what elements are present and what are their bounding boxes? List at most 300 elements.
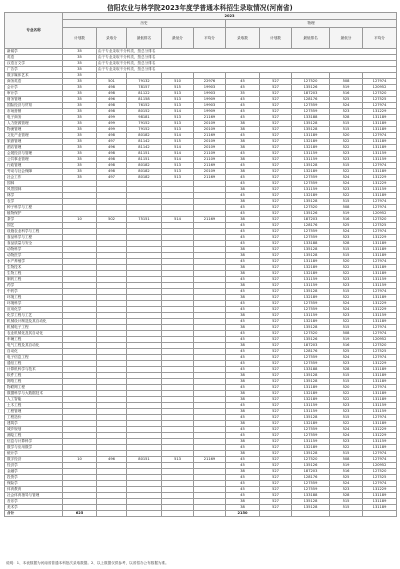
table-cell: 515 <box>330 163 363 169</box>
table-cell: 523 <box>330 157 363 163</box>
table-cell: 524 <box>330 427 363 433</box>
table-cell: 135128 <box>292 289 330 295</box>
table-cell: 21169 <box>194 175 226 181</box>
table-cell: 527 <box>260 151 292 157</box>
major-name: 汉语言文学 <box>5 61 63 67</box>
table-cell: 131189 <box>363 265 397 271</box>
header-group-physics: 物理 <box>226 20 397 28</box>
table-cell: 120952 <box>363 211 397 217</box>
table-cell: 19909 <box>194 97 226 103</box>
table-cell: 22976 <box>194 79 226 85</box>
table-cell: 527 <box>260 109 292 115</box>
column-header: 最低排名 <box>292 28 330 49</box>
table-cell: 127974 <box>363 79 397 85</box>
table-cell: 131189 <box>363 505 397 511</box>
table-cell: 35 <box>63 79 97 85</box>
table-cell: 38 <box>226 439 260 445</box>
table-cell: 20109 <box>194 121 226 127</box>
table-cell: 20109 <box>194 139 226 145</box>
table-cell: 524 <box>330 355 363 361</box>
table-cell: 45 <box>226 445 260 451</box>
table-cell: 187203 <box>292 217 330 223</box>
table-cell: 523 <box>330 361 363 367</box>
table-cell: 525 <box>330 475 363 481</box>
table-cell: 514 <box>162 157 194 163</box>
table-cell: 131159 <box>363 439 397 445</box>
table-cell: 45 <box>226 205 260 211</box>
table-cell: 515 <box>330 505 363 511</box>
table-cell: 502 <box>97 217 127 223</box>
major-name: 制药工程 <box>5 277 63 283</box>
table-cell: 127974 <box>363 457 397 463</box>
major-name: 动物科学 <box>5 247 63 253</box>
table-cell: 135128 <box>292 121 330 127</box>
table-cell: 135128 <box>292 253 330 259</box>
table-cell: 513 <box>162 103 194 109</box>
table-cell: 38 <box>226 217 260 223</box>
table-cell: 45 <box>226 475 260 481</box>
table-cell: 498 <box>97 151 127 157</box>
table-cell: 135128 <box>292 163 330 169</box>
table-cell: 528 <box>330 493 363 499</box>
table-cell: 127974 <box>363 481 397 487</box>
table-cell: 131189 <box>363 445 397 451</box>
table-cell: 127974 <box>363 355 397 361</box>
table-cell: 45 <box>226 367 260 373</box>
table-cell: 19903 <box>194 103 226 109</box>
table-cell: 35 <box>63 55 97 61</box>
table-cell: 38 <box>226 247 260 253</box>
major-name: 设施农业科学与工程 <box>5 229 63 235</box>
table-cell: 127520 <box>363 217 397 223</box>
table-cell: 497 <box>97 139 127 145</box>
table-cell: 508 <box>330 331 363 337</box>
table-cell: 516 <box>330 91 363 97</box>
table-cell: 527 <box>260 487 292 493</box>
table-cell: 135128 <box>292 451 330 457</box>
table-cell: 10 <box>63 457 97 463</box>
table-cell: 35 <box>63 163 97 169</box>
table-cell: 35 <box>63 85 97 91</box>
table-cell: 527 <box>260 355 292 361</box>
table-cell: 131159 <box>363 403 397 409</box>
table-cell: 524 <box>330 103 363 109</box>
major-name: 环境科学 <box>5 301 63 307</box>
table-cell: 131159 <box>292 187 330 193</box>
table-cell: 127525 <box>363 223 397 229</box>
table-cell: 45 <box>226 97 260 103</box>
row-note: 由于专业录取不分科类，按总分排名 <box>97 49 397 55</box>
table-cell: 515 <box>330 451 363 457</box>
table-cell: 38 <box>226 313 260 319</box>
table-cell: 21169 <box>194 217 226 223</box>
table-cell: 38 <box>226 397 260 403</box>
table-cell: 20109 <box>194 127 226 133</box>
major-name: 生物工程 <box>5 271 63 277</box>
table-cell: 522 <box>330 193 363 199</box>
table-cell: 524 <box>330 301 363 307</box>
table-cell: 131229 <box>363 175 397 181</box>
table-cell: 127559 <box>292 487 330 493</box>
table-cell: 524 <box>330 481 363 487</box>
table-cell: 127559 <box>292 433 330 439</box>
major-name: 数据科学与大数据技术 <box>5 391 63 397</box>
table-cell: 98181 <box>127 115 162 121</box>
major-name: 会展经济与管理 <box>5 151 63 157</box>
column-header: 平均分 <box>363 28 397 49</box>
table-cell: 523 <box>330 109 363 115</box>
table-cell: 131189 <box>292 133 330 139</box>
table-cell: 527 <box>260 469 292 475</box>
major-name: 农业机械化及其自动化 <box>5 331 63 337</box>
table-cell: 38 <box>226 343 260 349</box>
table-cell: 527 <box>260 199 292 205</box>
table-cell: 76152 <box>127 103 162 109</box>
table-cell: 127559 <box>292 307 330 313</box>
table-cell: 527 <box>260 115 292 121</box>
table-cell: 38 <box>226 157 260 163</box>
table-cell: 527 <box>260 481 292 487</box>
major-name: 广告学 <box>5 67 63 73</box>
table-cell: 45 <box>226 463 260 469</box>
table-cell: 527 <box>260 175 292 181</box>
table-cell: 523 <box>330 403 363 409</box>
table-cell: 132189 <box>292 295 330 301</box>
table-cell: 38 <box>226 499 260 505</box>
table-cell: 508 <box>330 79 363 85</box>
table-cell: 20109 <box>194 169 226 175</box>
table-cell: 523 <box>330 151 363 157</box>
table-cell: 128176 <box>292 349 330 355</box>
major-name: 电子商务 <box>5 115 63 121</box>
major-name: 茶学 <box>5 217 63 223</box>
table-cell <box>292 511 330 517</box>
table-cell: 131189 <box>363 499 397 505</box>
table-cell: 515 <box>330 415 363 421</box>
table-cell: 498 <box>97 163 127 169</box>
table-cell: 522 <box>330 139 363 145</box>
table-cell: 187203 <box>292 91 330 97</box>
table-cell: 35 <box>63 67 97 73</box>
table-cell: 131189 <box>363 139 397 145</box>
table-cell: 527 <box>260 349 292 355</box>
table-cell: 19903 <box>194 91 226 97</box>
table-cell: 523 <box>330 487 363 493</box>
table-cell: 127974 <box>363 451 397 457</box>
major-name: 财务管理 <box>5 97 63 103</box>
table-cell: 528 <box>330 115 363 121</box>
table-cell: 35 <box>63 121 97 127</box>
table-cell: 514 <box>162 217 194 223</box>
table-cell: 21109 <box>194 151 226 157</box>
table-cell: 527 <box>260 283 292 289</box>
table-cell: 45 <box>226 133 260 139</box>
admission-table <box>4 12 397 517</box>
table-cell: 527 <box>260 97 292 103</box>
table-cell: 127525 <box>363 475 397 481</box>
table-cell: 513 <box>162 457 194 463</box>
major-name: 机械电子工程 <box>5 325 63 331</box>
column-header: 最低分 <box>330 28 363 49</box>
table-cell: 127520 <box>292 205 330 211</box>
table-cell: 516 <box>330 469 363 475</box>
table-cell: 523 <box>330 313 363 319</box>
table-cell: 514 <box>162 151 194 157</box>
table-cell: 21109 <box>194 157 226 163</box>
table-cell: 513 <box>162 127 194 133</box>
table-cell: 513 <box>162 169 194 175</box>
major-name: 工程造价 <box>5 415 63 421</box>
table-cell: 527 <box>260 421 292 427</box>
table-cell: 133188 <box>292 241 330 247</box>
table-cell: 519 <box>330 85 363 91</box>
table-cell: 131189 <box>292 385 330 391</box>
table-cell: 45 <box>226 235 260 241</box>
table-cell: 527 <box>260 169 292 175</box>
column-header: 最低排名 <box>127 28 162 49</box>
major-name: 药学 <box>5 283 63 289</box>
table-cell: 515 <box>330 379 363 385</box>
major-name: 经济学 <box>5 463 63 469</box>
major-name: 中药学 <box>5 289 63 295</box>
table-cell: 519 <box>330 337 363 343</box>
table-cell: 131189 <box>292 259 330 265</box>
table-cell: 497 <box>97 175 127 181</box>
table-cell: 80182 <box>127 169 162 175</box>
table-cell: 527 <box>260 475 292 481</box>
table-cell: 127559 <box>292 181 330 187</box>
major-name: 园艺 <box>5 223 63 229</box>
table-cell: 120952 <box>363 463 397 469</box>
table-cell: 527 <box>260 205 292 211</box>
header-major: 专业名称 <box>5 13 63 49</box>
table-cell: 527 <box>260 499 292 505</box>
table-cell: 524 <box>330 307 363 313</box>
table-cell: 120952 <box>363 337 397 343</box>
table-cell: 127559 <box>292 175 330 181</box>
table-cell: 21169 <box>194 457 226 463</box>
major-name: 化学工程与工艺 <box>5 313 63 319</box>
table-cell: 38 <box>226 187 260 193</box>
table-cell: 135128 <box>292 499 330 505</box>
table-cell: 522 <box>330 421 363 427</box>
column-header: 平均分 <box>194 28 226 49</box>
table-cell: 127974 <box>363 415 397 421</box>
table-cell: 527 <box>260 463 292 469</box>
major-name: 园林 <box>5 181 63 187</box>
table-cell: 45 <box>226 175 260 181</box>
table-cell: 78157 <box>127 85 162 91</box>
table-cell: 131189 <box>363 379 397 385</box>
table-cell: 80182 <box>127 175 162 181</box>
table-cell: 21169 <box>194 133 226 139</box>
table-cell: 45 <box>226 331 260 337</box>
table-cell: 527 <box>260 139 292 145</box>
table-cell: 128176 <box>292 97 330 103</box>
table-cell: 79152 <box>127 127 162 133</box>
table-cell: 131159 <box>363 277 397 283</box>
table-cell: 10 <box>63 217 97 223</box>
table-cell: 38 <box>226 391 260 397</box>
major-name: 商务英语 <box>5 79 63 85</box>
table-cell: 38 <box>226 253 260 259</box>
table-cell: 35 <box>63 151 97 157</box>
table-cell: 133188 <box>292 115 330 121</box>
table-cell: 35 <box>63 109 97 115</box>
table-cell: 135128 <box>292 127 330 133</box>
table-cell: 132189 <box>292 265 330 271</box>
table-cell: 527 <box>260 181 292 187</box>
table-cell: 527 <box>260 415 292 421</box>
table-cell: 516 <box>330 343 363 349</box>
table-cell: 131159 <box>363 157 397 163</box>
table-cell: 127974 <box>363 205 397 211</box>
table-cell: 520 <box>330 259 363 265</box>
table-cell: 45 <box>226 403 260 409</box>
table-cell: 527 <box>260 313 292 319</box>
table-cell: 45 <box>226 109 260 115</box>
table-cell: 127559 <box>292 301 330 307</box>
table-cell: 38 <box>226 265 260 271</box>
table-cell: 135128 <box>292 505 330 511</box>
major-name: 美术学 <box>5 505 63 511</box>
row-note: 由于专业录取不分科类，按总分排名 <box>97 55 397 61</box>
major-name: 通信工程 <box>5 361 63 367</box>
table-cell: 522 <box>330 271 363 277</box>
major-name: 文化产业管理 <box>5 133 63 139</box>
table-cell: 35 <box>63 175 97 181</box>
table-cell: 527 <box>260 247 292 253</box>
table-cell: 45 <box>226 433 260 439</box>
table-cell: 527 <box>260 367 292 373</box>
table-cell: 496 <box>97 97 127 103</box>
table-cell: 527 <box>260 427 292 433</box>
table-cell: 515 <box>330 289 363 295</box>
table-cell: 45 <box>226 337 260 343</box>
table-cell: 45 <box>226 385 260 391</box>
table-cell: 527 <box>260 121 292 127</box>
table-cell: 527 <box>260 385 292 391</box>
major-name: 电气工程及其自动化 <box>5 343 63 349</box>
table-cell: 20109 <box>194 145 226 151</box>
table-cell <box>127 511 162 517</box>
table-cell: 508 <box>330 205 363 211</box>
table-cell: 523 <box>330 235 363 241</box>
header-year: 2023 <box>63 13 397 20</box>
table-cell: 498 <box>97 157 127 163</box>
table-cell: 45 <box>226 301 260 307</box>
table-cell: 522 <box>330 391 363 397</box>
table-cell: 131159 <box>292 157 330 163</box>
table-cell <box>363 511 397 517</box>
table-cell: 131189 <box>363 397 397 403</box>
table-cell: 127559 <box>292 103 330 109</box>
table-cell: 127974 <box>363 199 397 205</box>
table-cell: 527 <box>260 397 292 403</box>
table-cell: 38 <box>226 121 260 127</box>
major-name: 应用化学 <box>5 307 63 313</box>
major-name: 合计 <box>5 511 63 517</box>
major-name: 计算机科学与技术 <box>5 367 63 373</box>
table-cell: 527 <box>260 235 292 241</box>
table-cell: 131189 <box>363 367 397 373</box>
table-cell: 131159 <box>292 439 330 445</box>
table-cell: 498 <box>97 103 127 109</box>
table-cell: 128176 <box>292 475 330 481</box>
table-cell: 127974 <box>363 133 397 139</box>
table-cell: 522 <box>330 397 363 403</box>
table-cell: 131189 <box>363 145 397 151</box>
table-cell: 38 <box>226 469 260 475</box>
table-cell: 135128 <box>292 199 330 205</box>
table-cell: 38 <box>226 451 260 457</box>
table-cell: 527 <box>260 211 292 217</box>
table-cell: 132189 <box>292 139 330 145</box>
major-name: 城乡规划 <box>5 427 63 433</box>
table-cell: 131189 <box>363 253 397 259</box>
table-cell: 131159 <box>363 187 397 193</box>
table-cell: 527 <box>260 253 292 259</box>
table-cell: 522 <box>330 295 363 301</box>
table-cell: 2150 <box>226 511 260 517</box>
column-header: 计划数 <box>260 28 292 49</box>
table-cell: 527 <box>260 103 292 109</box>
table-cell: 523 <box>330 409 363 415</box>
table-cell: 81142 <box>127 139 162 145</box>
table-cell: 515 <box>330 499 363 505</box>
table-cell: 127520 <box>292 331 330 337</box>
major-name: 农学 <box>5 199 63 205</box>
table-cell: 45 <box>226 481 260 487</box>
table-cell: 35 <box>226 91 260 97</box>
table-cell: 498 <box>97 109 127 115</box>
table-cell: 527 <box>260 325 292 331</box>
major-name: 测绘工程 <box>5 433 63 439</box>
table-cell: 35 <box>63 115 97 121</box>
table-cell: 135128 <box>292 379 330 385</box>
table-cell: 131159 <box>292 151 330 157</box>
table-cell: 45 <box>226 319 260 325</box>
major-name: 人力资源管理 <box>5 121 63 127</box>
table-cell: 513 <box>162 115 194 121</box>
table-cell: 527 <box>260 451 292 457</box>
table-cell: 45 <box>226 181 260 187</box>
table-cell: 127559 <box>292 109 330 115</box>
table-cell: 527 <box>260 307 292 313</box>
table-cell: 523 <box>330 187 363 193</box>
table-cell: 527 <box>260 217 292 223</box>
table-cell: 38 <box>226 145 260 151</box>
major-name: 水产养殖学 <box>5 259 63 265</box>
table-cell: 510 <box>162 79 194 85</box>
table-cell: 527 <box>260 163 292 169</box>
table-cell: 525 <box>330 97 363 103</box>
table-cell: 515 <box>162 85 194 91</box>
table-cell: 515 <box>330 247 363 253</box>
major-name: 机械设计制造及其自动化 <box>5 319 63 325</box>
table-cell: 127520 <box>363 91 397 97</box>
table-cell: 498 <box>97 85 127 91</box>
table-cell: 38 <box>226 421 260 427</box>
major-name: 社会体育指导与管理 <box>5 493 63 499</box>
table-cell: 127520 <box>363 343 397 349</box>
table-cell: 135128 <box>292 415 330 421</box>
table-cell: 35 <box>63 49 97 55</box>
column-header: 录取分 <box>97 28 127 49</box>
table-cell: 187203 <box>292 469 330 475</box>
major-name: 体育教育 <box>5 487 63 493</box>
table-cell: 35 <box>63 61 97 67</box>
